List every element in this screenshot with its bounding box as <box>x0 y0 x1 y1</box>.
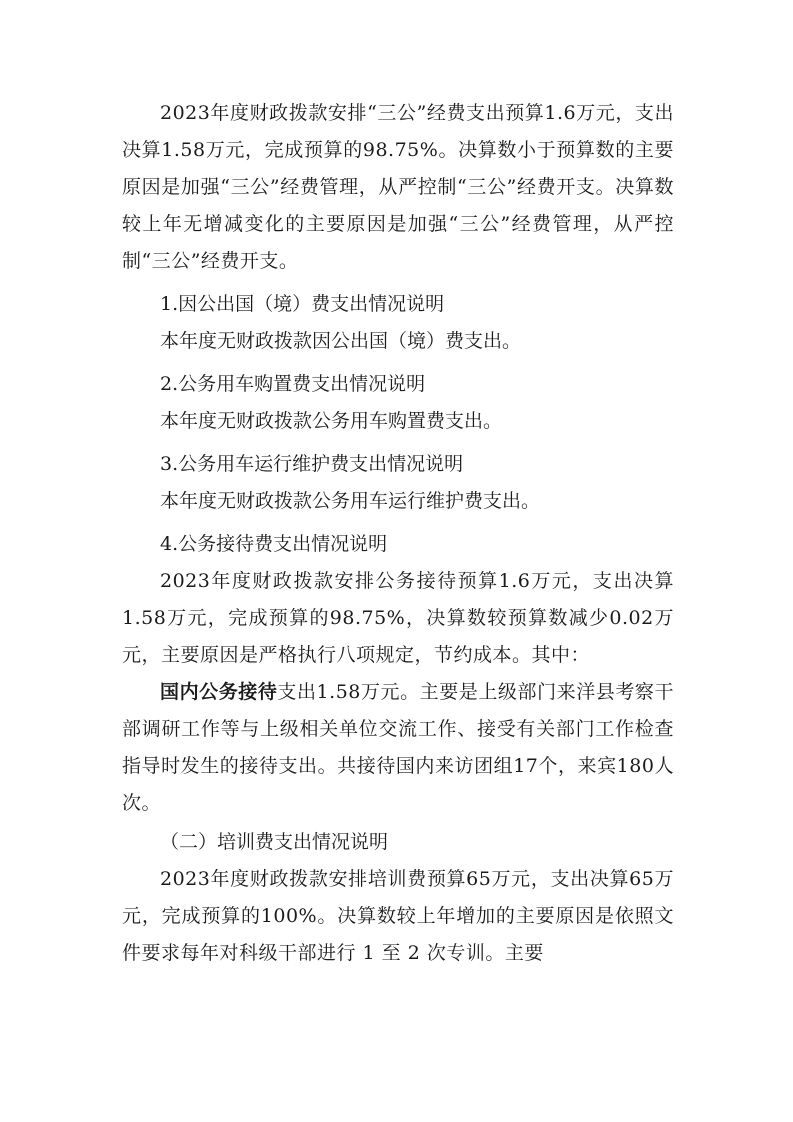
section-3-text: 本年度无财政拨款公务用车运行维护费支出。 <box>160 490 541 512</box>
section-1-heading: 1.因公出国（境）费支出情况说明 <box>160 293 445 315</box>
section-2-text: 本年度无财政拨款公务用车购置费支出。 <box>160 410 503 432</box>
section-3-heading: 3.公务用车运行维护费支出情况说明 <box>160 453 464 475</box>
document-body <box>122 95 674 972</box>
training-heading: （二）培训费支出情况说明 <box>160 831 389 853</box>
training-text: 2023年度财政拨款安排培训费预算65万元，支出决算65万元，完成预算的100%。决算数较上年增加的主要原因是依照文件要求每年对科级干部进行 1 至 2 次专训。主要 <box>122 868 674 964</box>
section-4-heading: 4.公务接待费支出情况说明 <box>160 533 388 555</box>
section-2-heading: 2.公务用车购置费支出情况说明 <box>160 373 426 395</box>
intro-paragraph: 2023年度财政拨款安排“三公”经费支出预算1.6万元，支出决算1.58万元，完成预算的98.75%。决算数小于预算数的主要原因是加强“三公”经费管理，从严控制“三公”经费开支。决算数较上年无增减变化的主要原因是加强“三公”经费管理，从严控制“三公”经费开支。 <box>122 102 674 272</box>
domestic-reception-paragraph <box>122 674 674 822</box>
domestic-reception-label: 国内公务接待 <box>160 681 278 703</box>
domestic-reception-text: 支出1.58万元。主要是上级部门来洋县考察干部调研工作等与上级相关单位交流工作、接受有关部门工作检查指导时发生的接待支出。共接待国内来访团组17个，来宾180人次。 <box>122 681 674 814</box>
section-4-text: 2023年度财政拨款安排公务接待预算1.6万元，支出决算1.58万元，完成预算的98.75%，决算数较预算数减少0.02万元，主要原因是严格执行八项规定，节约成本。其中： <box>122 570 674 666</box>
section-1-text: 本年度无财政拨款因公出国（境）费支出。 <box>160 330 522 352</box>
